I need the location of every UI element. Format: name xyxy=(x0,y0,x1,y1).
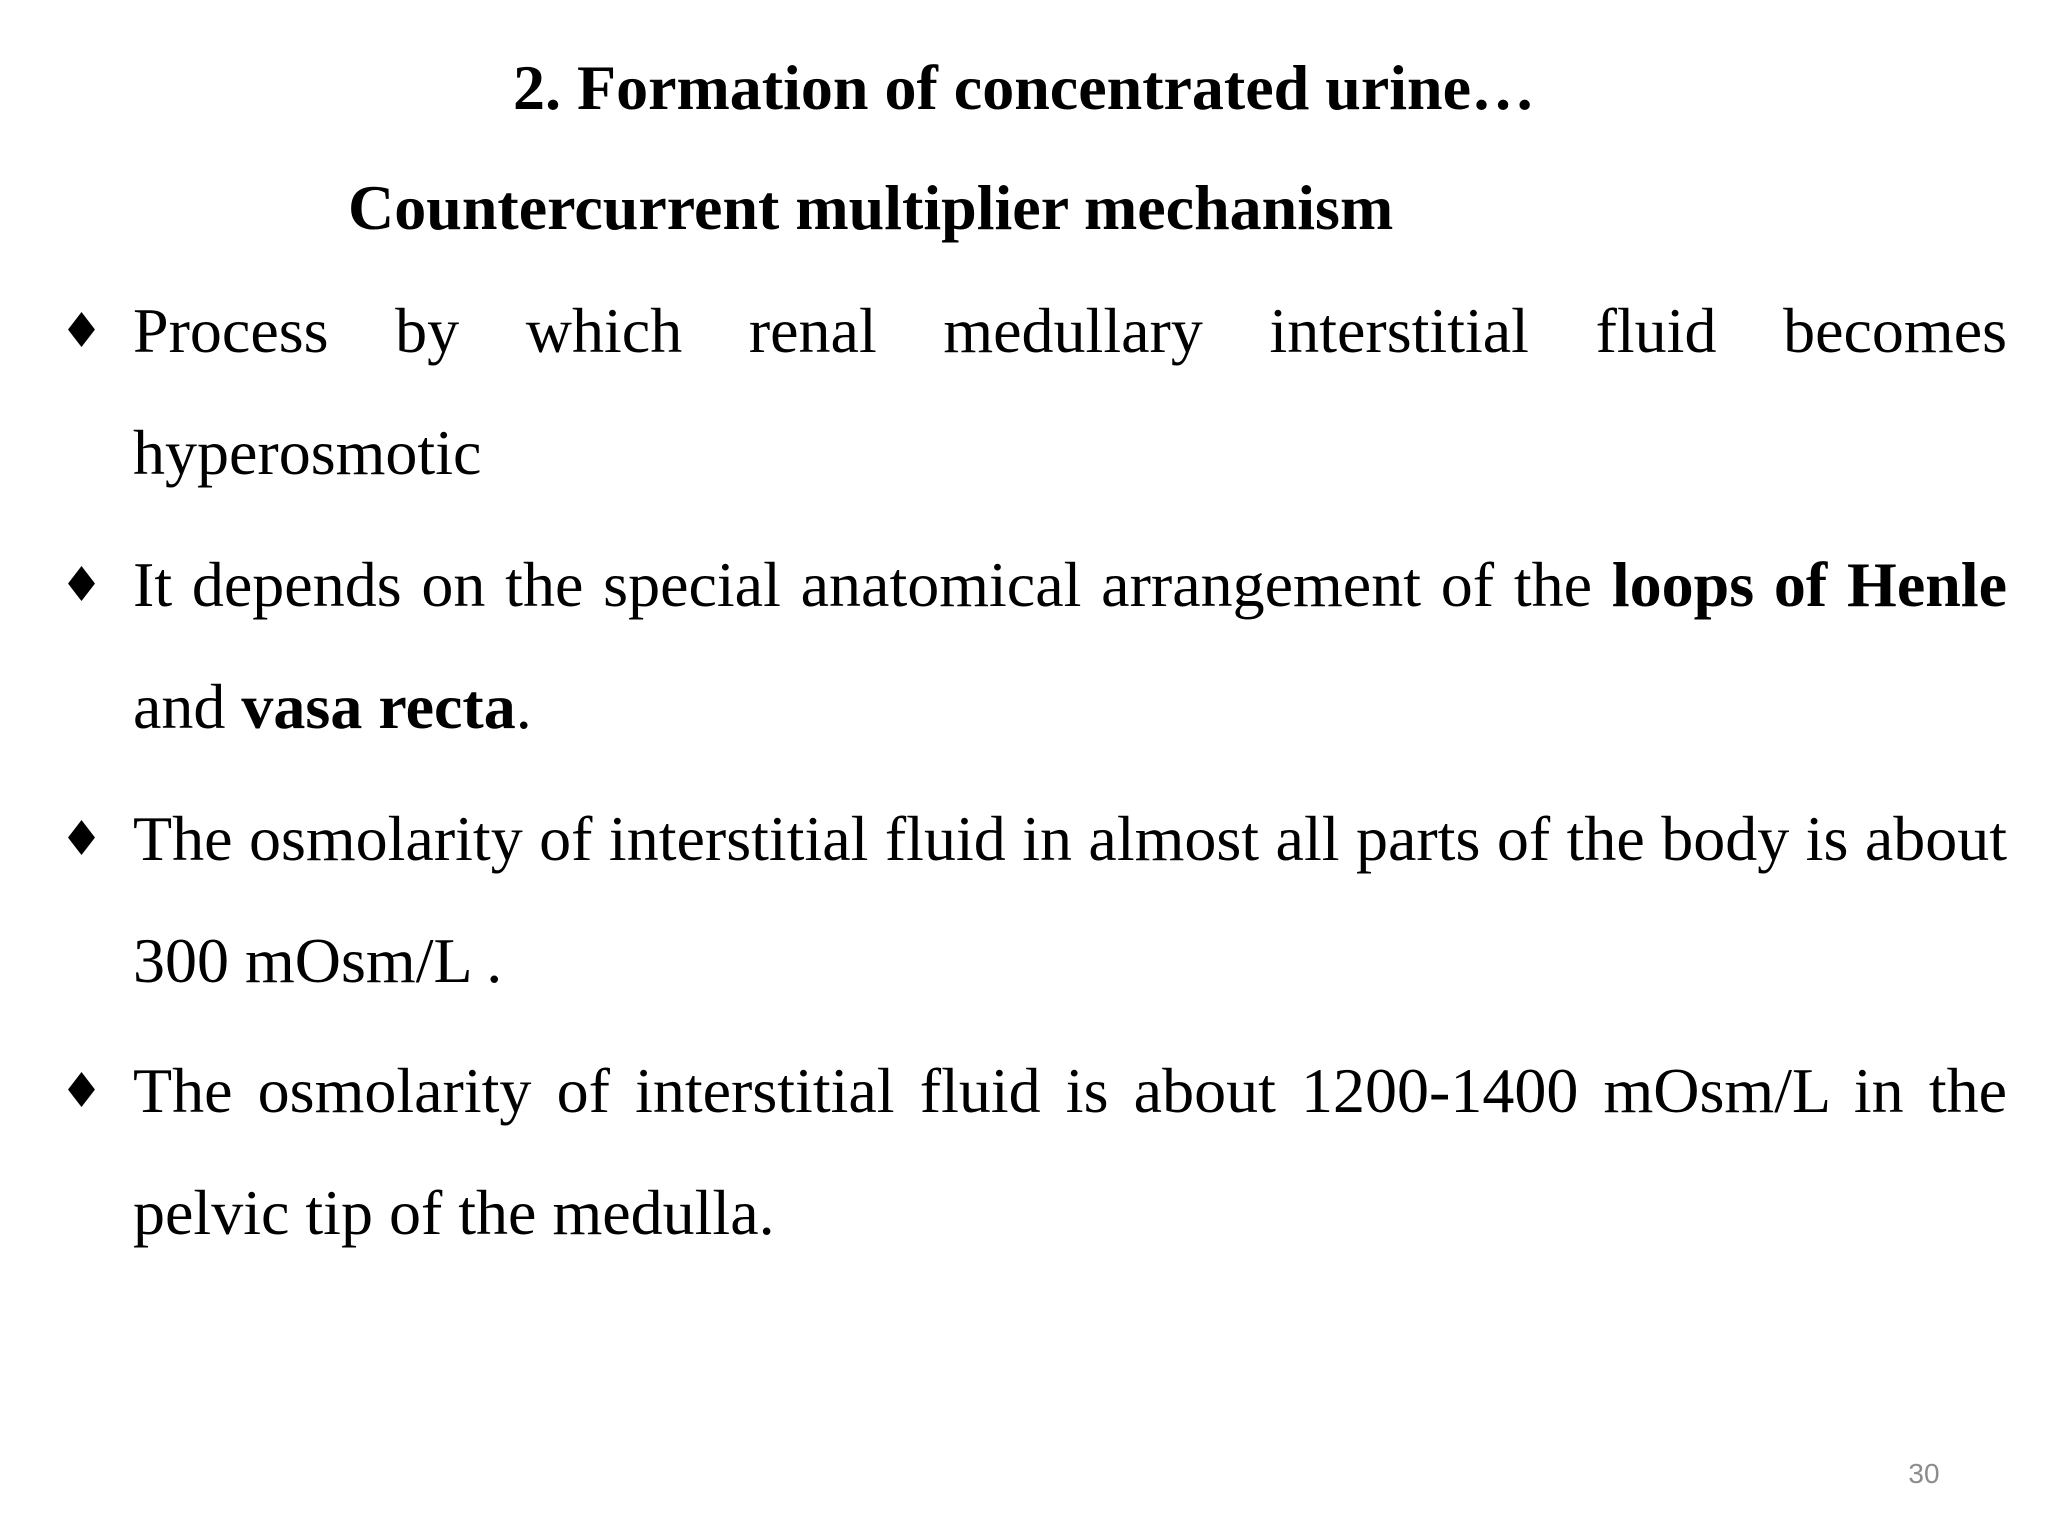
bullet-text-part: and xyxy=(133,671,242,742)
diamond-bullet-icon: ♦ xyxy=(60,557,104,613)
diamond-bullet-icon: ♦ xyxy=(60,811,104,867)
bullet-text-part: It depends on the special anatomical arrangement of the xyxy=(133,549,1612,620)
bullet-text: The osmolarity of interstitial fluid in almost all parts of the body is about 300 mOsm/L . xyxy=(133,803,2007,996)
diamond-bullet-icon: ♦ xyxy=(60,303,104,359)
slide-subtitle: Countercurrent multiplier mechanism xyxy=(348,172,1394,243)
bullet-text-bold: vasa recta xyxy=(241,671,516,742)
bullet-text xyxy=(133,524,2007,768)
diamond-bullet-icon: ♦ xyxy=(60,1063,104,1119)
page-number: 30 xyxy=(1908,1458,1940,1489)
bullet-text-bold: loops of Henle xyxy=(1611,549,2008,620)
bullet-text: The osmolarity of interstitial fluid is about 1200-1400 mOsm/L in the pelvic tip of the medulla. xyxy=(133,1055,2007,1248)
bullet-text: Process by which renal medullary interstitial fluid becomes hyperosmotic xyxy=(133,295,2007,488)
slide-title: 2. Formation of concentrated urine… xyxy=(512,52,1536,123)
bullet-text-part: . xyxy=(515,671,532,742)
